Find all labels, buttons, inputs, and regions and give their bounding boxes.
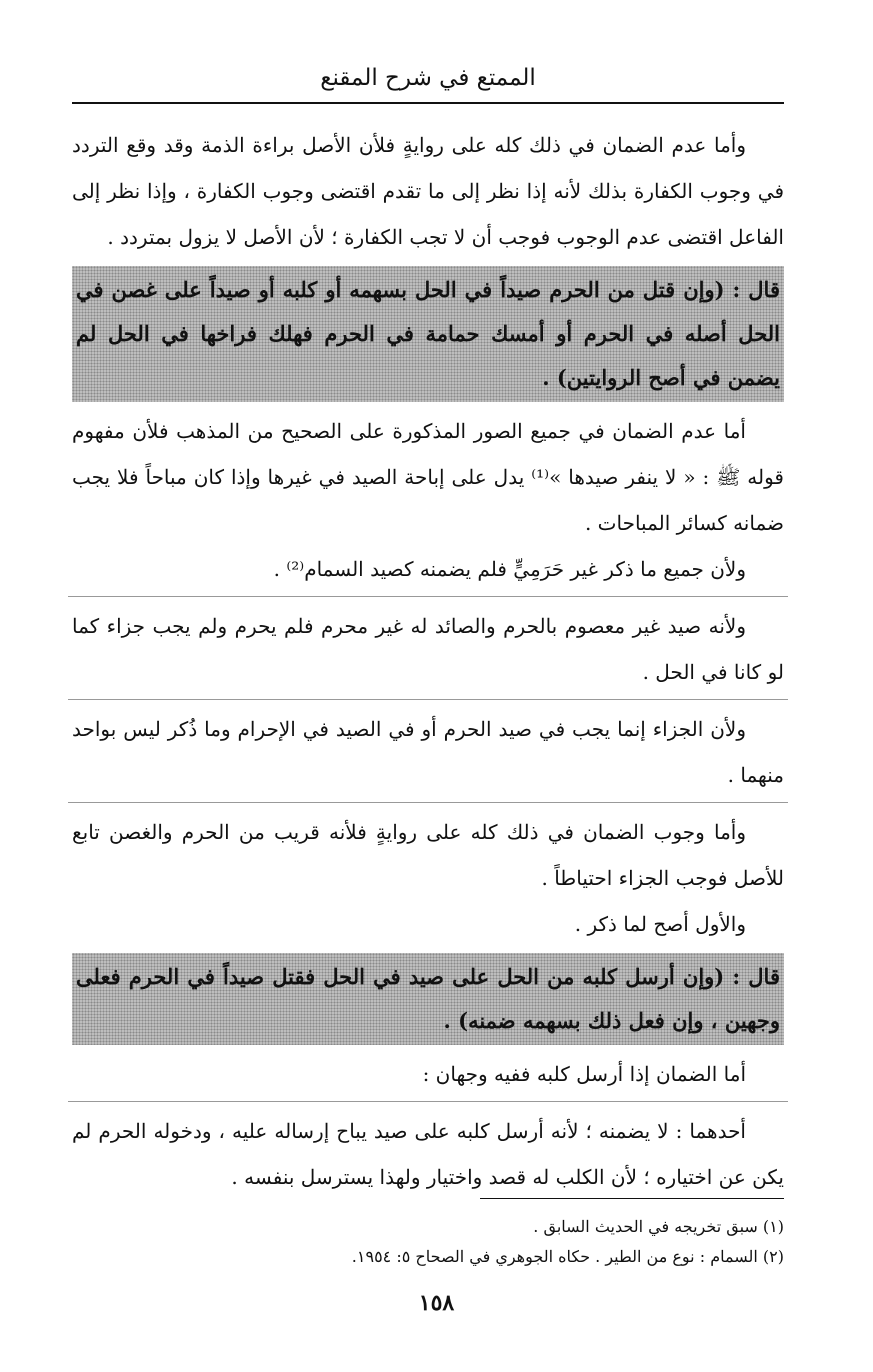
- paragraph: ولأن الجزاء إنما يجب في صيد الحرم أو في الصيد في الإحرام وما ذُكر ليس بواحد منهما .: [72, 717, 784, 787]
- paragraph: وأما وجوب الضمان في ذلك كله على روايةٍ فلأنه قريب من الحرم والغصن تابع للأصل فوجب الجزاء احتياطاً .: [72, 820, 784, 890]
- page-number: ١٥٨: [418, 1290, 455, 1316]
- paragraph: أما عدم الضمان في جميع الصور المذكورة على الصحيح من المذهب فلأن مفهوم قوله ﷺ : « لا ينفر صيدها »⁽¹⁾ يدل على إباحة الصيد في غيرها وإذا كان مباحاً فلا يجب ضمانه كسائر المباحات .: [72, 419, 784, 535]
- footnote: (٢) السمام : نوع من الطير . حكاه الجوهري في الصحاح ٥: ١٩٥٤.: [351, 1247, 784, 1266]
- running-header: [72, 54, 784, 104]
- divider: [68, 596, 788, 597]
- divider: [68, 802, 788, 803]
- footnotes: [72, 1212, 784, 1272]
- footnote: (١) سبق تخريجه في الحديث السابق .: [533, 1217, 784, 1236]
- paragraph: ولأنه صيد غير معصوم بالحرم والصائد له غير محرم فلم يحرم ولم يجب جزاء كما لو كانا في الحل .: [72, 614, 784, 684]
- page-body: [72, 122, 784, 1200]
- paragraph: وأما عدم الضمان في ذلك كله على روايةٍ فلأن الأصل براءة الذمة وقد وقع التردد في وجوب الكفارة بذلك لأنه إذا نظر إلى ما تقدم اقتضى وجوب الكفارة ، وإذا نظر إلى الفاعل اقتضى عدم الوجوب فوجب أن لا تجب الكفارة ؛ لأن الأصل لا يزول بمتردد .: [72, 133, 784, 249]
- matn-quote: قال : (وإن أرسل كلبه من الحل على صيد في الحل فقتل صيداً في الحرم فعلى وجهين ، وإن فعل ذلك بسهمه ضمنه) .: [72, 953, 784, 1045]
- matn-quote: قال : (وإن قتل من الحرم صيداً في الحل بسهمه أو كلبه أو صيداً على غصن في الحل أصله في الحرم أو أمسك حمامة في الحرم فهلك فراخها في الحل لم يضمن في أصح الروايتين) .: [72, 266, 784, 402]
- paragraph: ولأن جميع ما ذكر غير حَرَمِيٍّ فلم يضمنه كصيد السمام⁽²⁾ .: [273, 557, 746, 581]
- paragraph: أما الضمان إذا أرسل كلبه ففيه وجهان :: [422, 1062, 746, 1086]
- paragraph: والأول أصح لما ذكر .: [574, 912, 746, 936]
- footnote-rule: [480, 1198, 784, 1199]
- paragraph: أحدهما : لا يضمنه ؛ لأنه أرسل كلبه على صيد يباح إرساله عليه ، ودخوله الحرم لم يكن عن اختياره ؛ لأن الكلب له قصد واختيار ولهذا يسترسل بنفسه .: [72, 1119, 784, 1189]
- page-header-title: الممتع في شرح المقنع: [320, 65, 536, 91]
- divider: [68, 699, 788, 700]
- divider: [68, 1101, 788, 1102]
